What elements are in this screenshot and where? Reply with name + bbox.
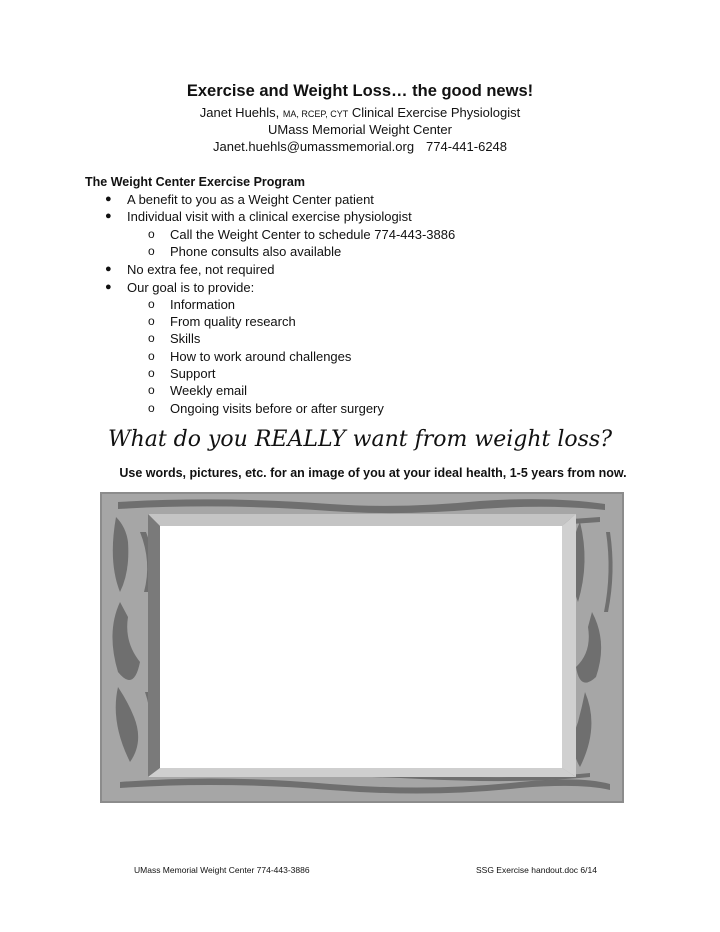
sub-list-item [148, 296, 236, 313]
list-item-text: Phone consults also available [170, 244, 342, 259]
sub-bullet-marker: o [148, 401, 155, 415]
bullet-marker: ● [105, 263, 112, 275]
list-item-text: Information [170, 297, 236, 312]
contact-line [0, 139, 720, 154]
sub-bullet-marker: o [148, 227, 155, 241]
reflection-instruction: Use words, pictures, etc. for an image of you at your ideal health, 1-5 years from now. [119, 466, 627, 480]
list-item-text: Support [170, 366, 216, 381]
author-credentials: MA, RCEP, CYT [282, 109, 349, 119]
list-item [105, 191, 374, 208]
list-item-text: Individual visit with a clinical exercise physiologist [127, 209, 412, 224]
sub-list-item [148, 226, 456, 243]
sub-bullet-marker: o [148, 244, 155, 258]
list-item [105, 261, 275, 278]
footer-left: UMass Memorial Weight Center 774-443-3886 [134, 865, 310, 875]
inner-bevel-bottom [148, 768, 576, 777]
author-role: Clinical Exercise Physiologist [351, 105, 521, 120]
document-title: Exercise and Weight Loss… the good news! [186, 82, 534, 100]
list-item [105, 279, 255, 296]
sub-list-item [148, 382, 248, 399]
sub-list-item [148, 330, 201, 347]
inner-bevel-top [148, 514, 576, 526]
sub-bullet-marker: o [148, 314, 155, 328]
list-item-text: A benefit to you as a Weight Center patient [127, 192, 374, 207]
sub-list-item [148, 365, 216, 382]
bullet-marker: ● [105, 193, 112, 205]
list-item-text: Weekly email [170, 383, 248, 398]
bullet-marker: ● [105, 281, 112, 293]
sub-bullet-marker: o [148, 383, 155, 397]
list-item-text: How to work around challenges [170, 349, 352, 364]
sub-list-item [148, 243, 342, 260]
inner-bevel-left [148, 514, 160, 777]
footer-right: SSG Exercise handout.doc 6/14 [476, 865, 597, 875]
sub-list-item [148, 400, 384, 417]
author-name: Janet Huehls, [199, 105, 280, 120]
program-heading: The Weight Center Exercise Program [85, 175, 305, 189]
sub-bullet-marker: o [148, 331, 155, 345]
list-item [105, 208, 412, 225]
list-item-text: Ongoing visits before or after surgery [170, 401, 384, 416]
picture-frame [100, 492, 624, 803]
list-item-text: From quality research [170, 314, 296, 329]
contact-email: Janet.huehls@umassmemorial.org [212, 139, 415, 154]
bullet-marker: ● [105, 210, 112, 222]
sub-bullet-marker: o [148, 366, 155, 380]
inner-bevel-right [562, 514, 576, 777]
reflection-question: What do you REALLY want from weight loss? [107, 427, 613, 452]
sub-bullet-marker: o [148, 349, 155, 363]
sub-bullet-marker: o [148, 297, 155, 311]
contact-phone: 774-441-6248 [426, 139, 508, 154]
author-line [0, 105, 720, 120]
list-item-text: Call the Weight Center to schedule 774-443-3886 [170, 227, 456, 242]
drawing-area[interactable] [160, 526, 562, 768]
sub-list-item [148, 348, 352, 365]
list-item-text: Skills [170, 331, 201, 346]
list-item-text: No extra fee, not required [127, 262, 275, 277]
sub-list-item [148, 313, 296, 330]
organization-name: UMass Memorial Weight Center [268, 122, 452, 137]
list-item-text: Our goal is to provide: [127, 280, 255, 295]
